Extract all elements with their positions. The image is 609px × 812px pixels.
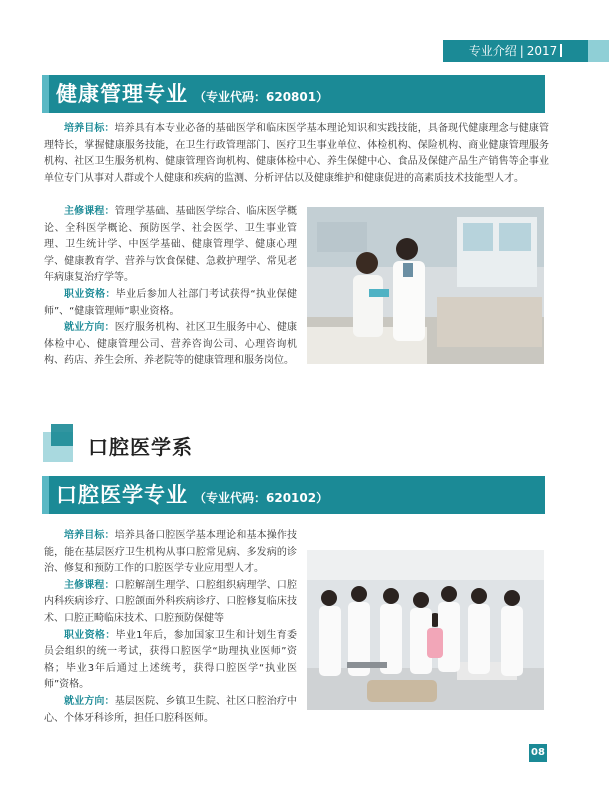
section1-photo bbox=[307, 207, 544, 364]
section2-cert-label: 职业资格： bbox=[64, 629, 116, 641]
section2-courses-label: 主修课程： bbox=[64, 579, 115, 591]
section2-photo bbox=[307, 550, 544, 710]
header-text bbox=[443, 40, 588, 62]
section1-courses-label: 主修课程： bbox=[64, 206, 115, 217]
section-label: 专业介绍 bbox=[468, 44, 517, 58]
section2-courses-text: 口腔解剖生理学、口腔组织病理学、口腔内科疾病诊疗、口腔颌面外科疾病诊疗、口腔修复临床技术、口腔正畸临床技术、口腔预防保健等 bbox=[44, 579, 298, 624]
section2-band-accent bbox=[42, 476, 49, 514]
section1-jobs bbox=[44, 320, 297, 370]
section1-heading bbox=[56, 75, 328, 116]
section1-jobs-text: 医疗服务机构、社区卫生服务中心、健康体检中心、健康管理公司、营养咨询公司、心理咨询机构、药店、养生会所、养老院等的健康管理和服务岗位。 bbox=[44, 322, 298, 367]
section1-left-column bbox=[44, 204, 297, 370]
dental-class-photo bbox=[307, 550, 544, 710]
section2-training-label: 培养目标： bbox=[64, 530, 115, 541]
page-number: 08 bbox=[531, 747, 545, 758]
header-bar-stripe bbox=[588, 40, 609, 62]
section2-jobs-label: 就业方向： bbox=[64, 695, 115, 707]
header-separator: | bbox=[519, 44, 524, 58]
section1-band-accent bbox=[42, 75, 49, 113]
section2-jobs-text: 基层医院、乡镇卫生院、社区口腔治疗中心、个体牙科诊所，担任口腔科医师。 bbox=[44, 695, 298, 724]
section2-left-column bbox=[44, 528, 297, 727]
department-square-front bbox=[51, 424, 73, 446]
section1-training bbox=[44, 121, 549, 187]
section1-training-label: 培养目标： bbox=[64, 123, 115, 134]
section2-code: （专业代码：620102） bbox=[194, 491, 329, 505]
section2-training bbox=[44, 528, 297, 578]
health-lab-photo bbox=[307, 207, 544, 364]
section2-training-text: 培养具备口腔医学基本理论和基本操作技能，能在基层医疗卫生机构从事口腔常见病、多发病的诊治、修复和预防工作的口腔医学专业应用型人才。 bbox=[44, 530, 298, 575]
section2-cert-text: 毕业1年后，参加国家卫生和计划生育委员会组织的统一考试，获得口腔医学“助理执业医师”资格；毕业3年后通过上述统考，获得口腔医学“执业医师”资格。 bbox=[44, 629, 297, 691]
section1-cert-label: 职业资格： bbox=[64, 288, 116, 300]
section1-courses bbox=[44, 204, 297, 287]
section1-training-text: 培养具有本专业必备的基础医学和临床医学基本理论知识和实践技能，具备现代健康理念与健康管理特长，掌握健康服务技能，在卫生行政管理部门、医疗卫生事业单位、体检机构、保险机构、商业健康管理服务机构、社区卫生服务机构、健康管理咨询机构、健康体检中心、养生保健中心、食品及保健产品生产销售等企事业单位专门从事对人群或个人健康和疾病的监测、分析评估以及健康维护和健康促进的高素质技术技能型人才。 bbox=[44, 123, 550, 184]
section1-code: （专业代码：620801） bbox=[194, 90, 329, 104]
section1-jobs-label: 就业方向： bbox=[64, 322, 115, 334]
section2-jobs bbox=[44, 694, 297, 727]
section2-courses bbox=[44, 578, 297, 628]
header-year: 2017 bbox=[526, 44, 558, 58]
section2-cert bbox=[44, 628, 297, 694]
section1-cert-text: 毕业后参加人社部门考试获得“执业保健师”、“健康管理师”职业资格。 bbox=[44, 288, 297, 317]
section1-courses-text: 管理学基础、基础医学综合、临床医学概论、全科医学概论、预防医学、社会医学、卫生事业管理、卫生统计学、中医学基础、健康管理学、健康心理学、健康教育学、营养与饮食保健、急救护理学、常见老年病康复治疗学等。 bbox=[44, 206, 298, 284]
section1-title: 健康管理专业 bbox=[56, 82, 188, 106]
department-title: 口腔医学系 bbox=[88, 435, 193, 459]
header-end-bar bbox=[560, 44, 562, 57]
section1-cert bbox=[44, 287, 297, 320]
section2-heading bbox=[56, 476, 328, 517]
section2-title: 口腔医学专业 bbox=[56, 483, 188, 507]
